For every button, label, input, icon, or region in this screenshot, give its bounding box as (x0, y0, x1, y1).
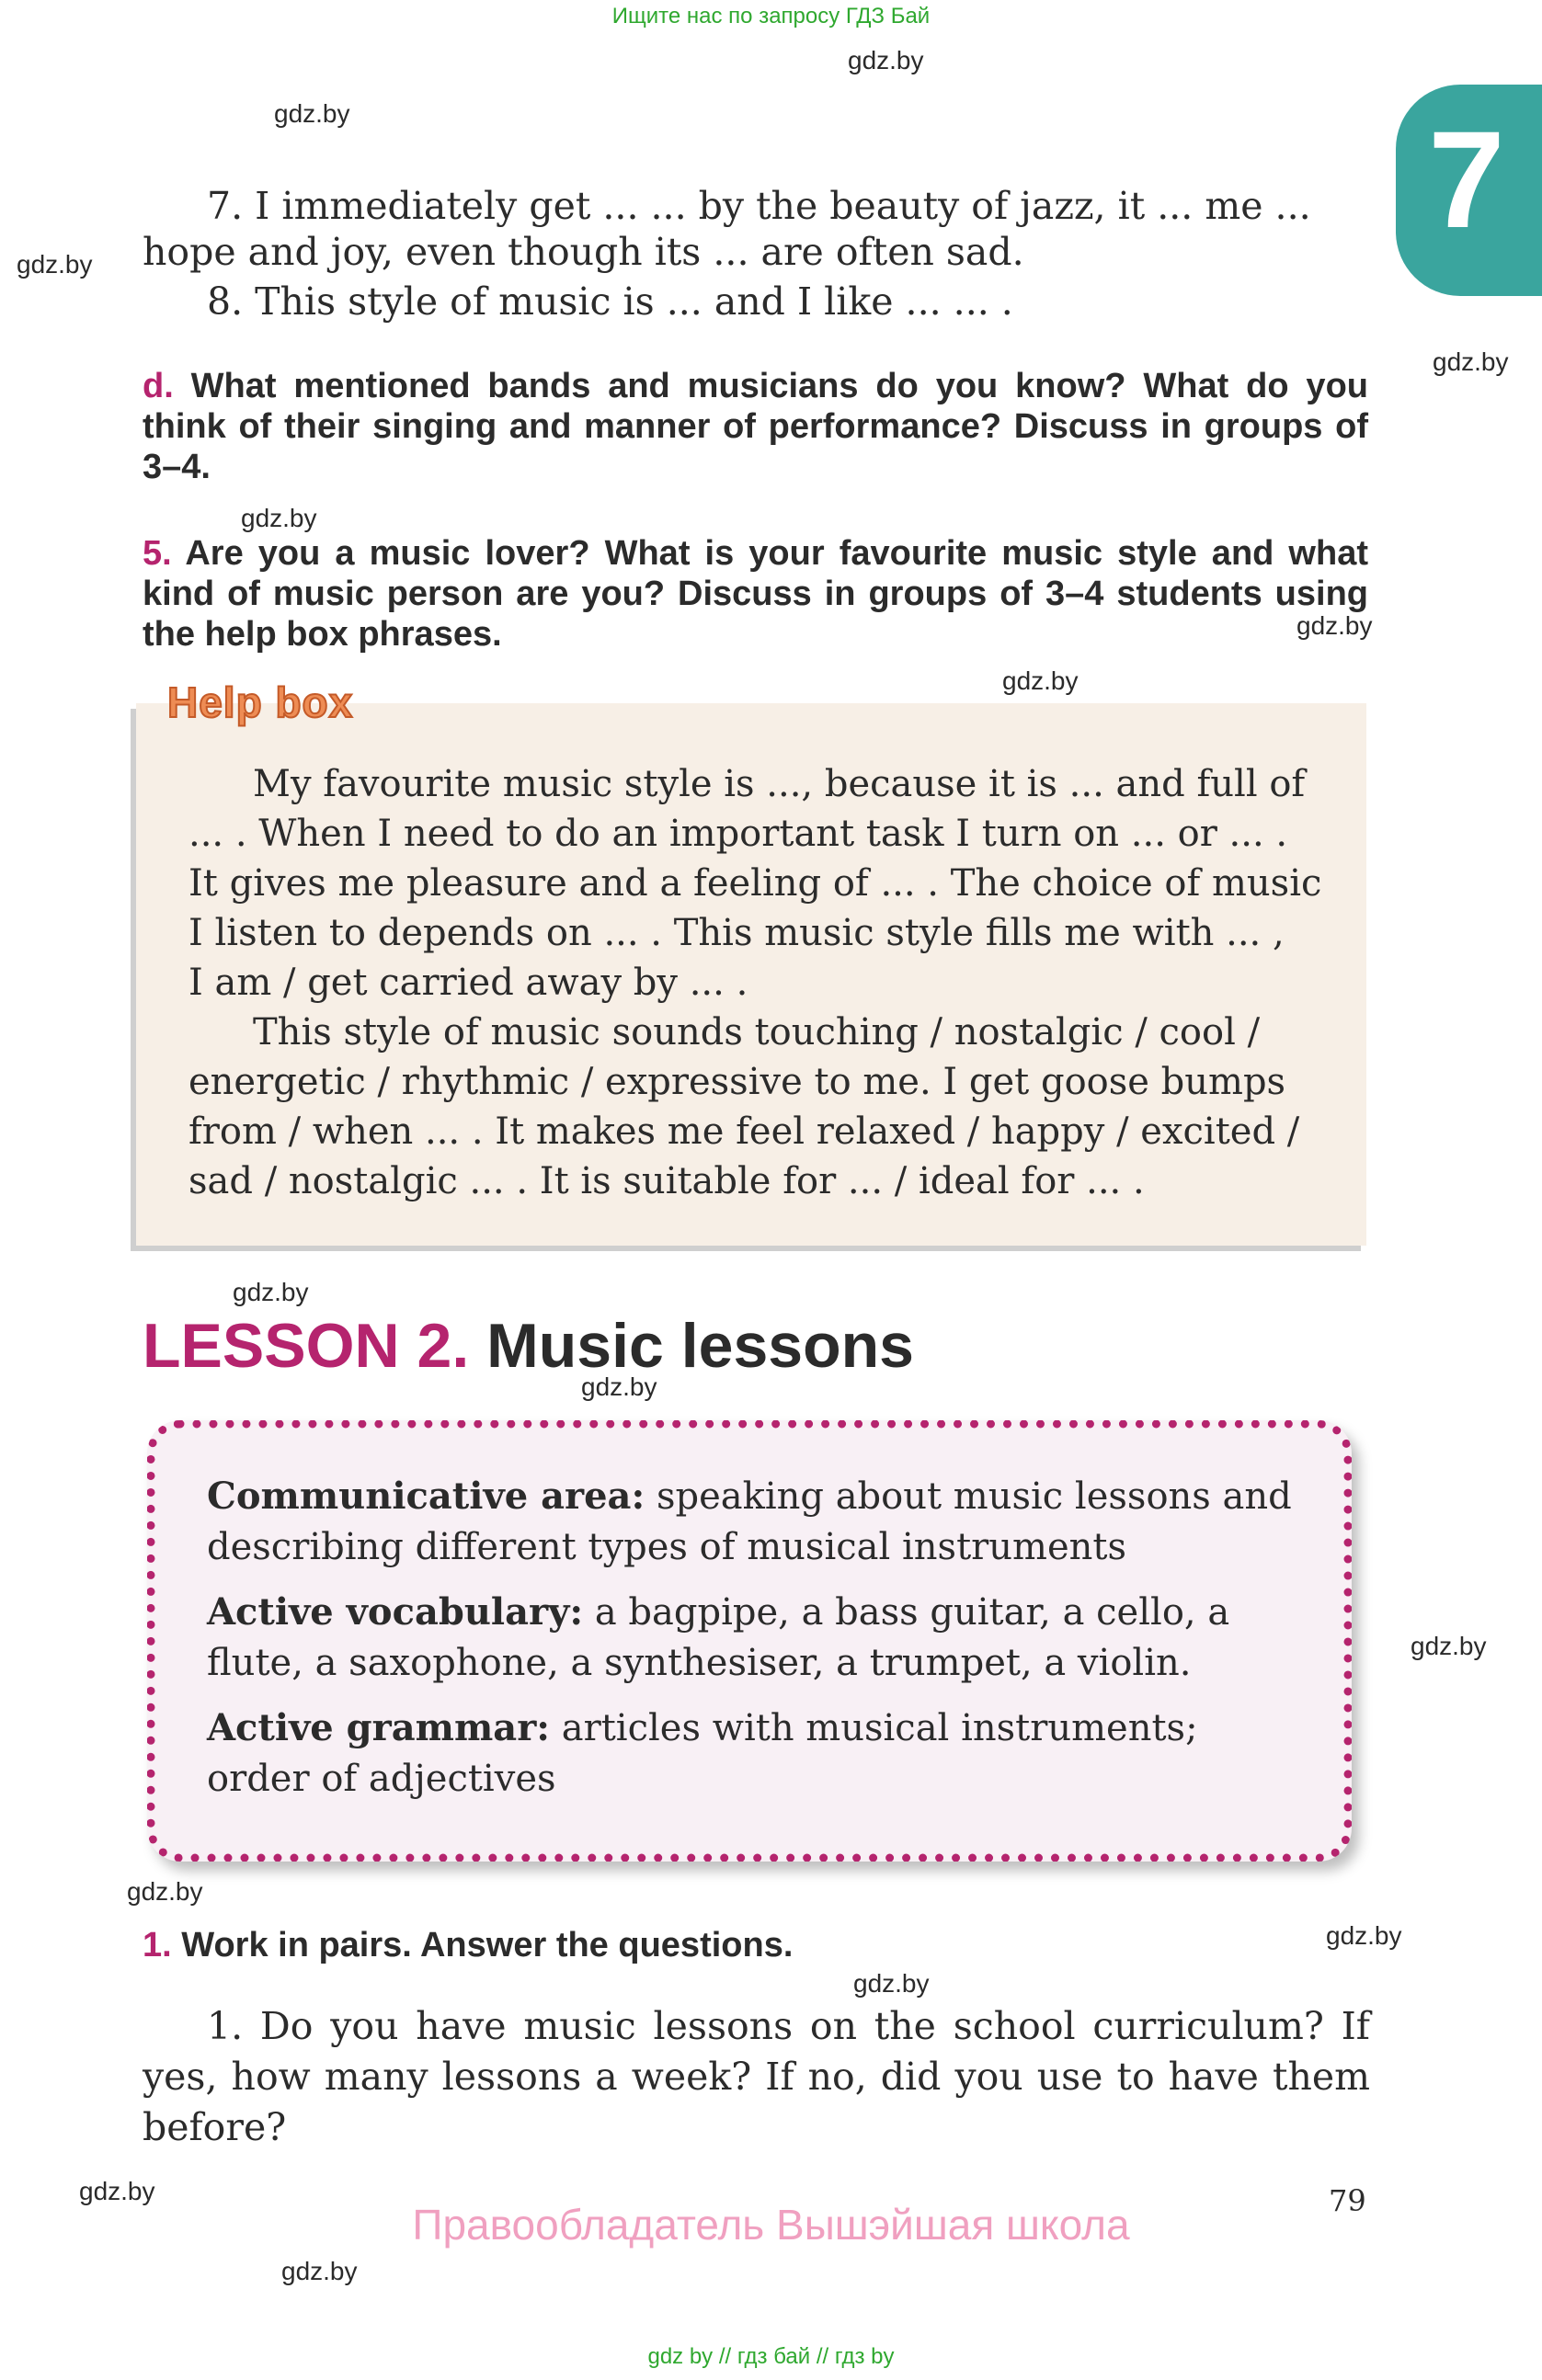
vocabulary-label: Active vocabulary: (207, 1590, 584, 1634)
watermark: gdz.by (127, 1877, 203, 1906)
watermark: gdz.by (274, 99, 350, 128)
watermark: gdz.by (853, 1969, 930, 1998)
sentence-7-line-1: 7. I immediately get ... ... by the beauty of jazz, it ... me ... (207, 184, 1311, 228)
watermark: gdz.by (79, 2177, 155, 2205)
help-line: sad / nostalgic ... . It is suitable for ... / ideal for ... . (188, 1160, 1145, 1202)
watermark: gdz.by (281, 2257, 358, 2285)
task-d-label: d. (143, 367, 174, 405)
watermark: gdz.by (17, 250, 93, 279)
watermark: gdz.by (233, 1278, 309, 1306)
watermark: gdz.by (848, 46, 924, 74)
vocabulary-text: a bagpipe, a bass guitar, a cello, a flute, a saxophone, a synthesiser, a trumpet, a violin. (207, 1591, 1230, 1684)
task-5-label: 5. (143, 534, 172, 573)
communicative-text: speaking about music lessons and describing different types of musical instruments (207, 1475, 1292, 1568)
task-d-text: What mentioned bands and musicians do you know? What do you think of their singing and manner of performance? Discuss in groups of 3–4. (143, 367, 1368, 486)
chapter-number: 7 (1428, 102, 1505, 256)
help-line: My favourite music style is ..., because it is ... and full of (253, 763, 1306, 805)
footer-links[interactable]: gdz by // гдз бай // гдз by (647, 2344, 895, 2369)
help-line: I listen to depends on ... . This music style fills me with ... , (188, 912, 1285, 954)
communicative-area (207, 1471, 1306, 1573)
help-line: energetic / rhythmic / expressive to me. I get goose bumps (188, 1061, 1286, 1103)
lesson-number: LESSON 2. (143, 1311, 470, 1381)
grammar-text: articles with musical instruments; order of adjectives (207, 1707, 1198, 1800)
watermark: gdz.by (1296, 611, 1373, 640)
question-1: 1. Do you have music lessons on the school curriculum? If yes, how many lessons a week? If no, did you use to have them before? (143, 2004, 1370, 2149)
lesson-title: Music lessons (486, 1311, 914, 1381)
help-line: from / when ... . It makes me feel relaxed / happy / excited / (188, 1110, 1300, 1153)
task-1-text: Work in pairs. Answer the questions. (181, 1926, 794, 1964)
lesson-heading (143, 1310, 914, 1382)
watermark: gdz.by (1433, 347, 1509, 376)
sentence-8: 8. This style of music is ... and I like ... ... . (207, 279, 1013, 324)
top-banner[interactable]: Ищите нас по запросу ГДЗ Бай (611, 4, 931, 28)
watermark: gdz.by (1411, 1632, 1487, 1660)
help-line: It gives me pleasure and a feeling of ... . The choice of music (188, 862, 1322, 905)
task-5-text: Are you a music lover? What is your favourite music style and what kind of music person are you? Discuss in groups of 3–4 students using the help box phrases. (143, 534, 1368, 654)
active-vocabulary (207, 1587, 1306, 1689)
task-1 (143, 1926, 793, 1965)
watermark: gdz.by (1002, 666, 1079, 695)
task-5 (143, 533, 1368, 655)
watermark: gdz.by (1326, 1921, 1402, 1950)
task-d (143, 366, 1368, 487)
grammar-label: Active grammar: (207, 1706, 551, 1749)
sentence-7-line-2: hope and joy, even though its ... are often sad. (143, 230, 1024, 274)
help-line: I am / get carried away by ... . (188, 962, 748, 1004)
communicative-label: Communicative area: (207, 1475, 645, 1518)
watermark: gdz.by (581, 1372, 657, 1401)
watermark: gdz.by (241, 504, 317, 532)
active-grammar (207, 1702, 1306, 1805)
rights-holder: Правообладатель Вышэйшая школа (412, 2201, 1130, 2249)
task-1-label: 1. (143, 1926, 172, 1964)
help-line: This style of music sounds touching / nostalgic / cool / (253, 1011, 1261, 1053)
page-number: 79 (1329, 2183, 1366, 2218)
help-box-title: Help box (167, 678, 354, 726)
help-line: ... . When I need to do an important task I turn on ... or ... . (188, 813, 1288, 855)
